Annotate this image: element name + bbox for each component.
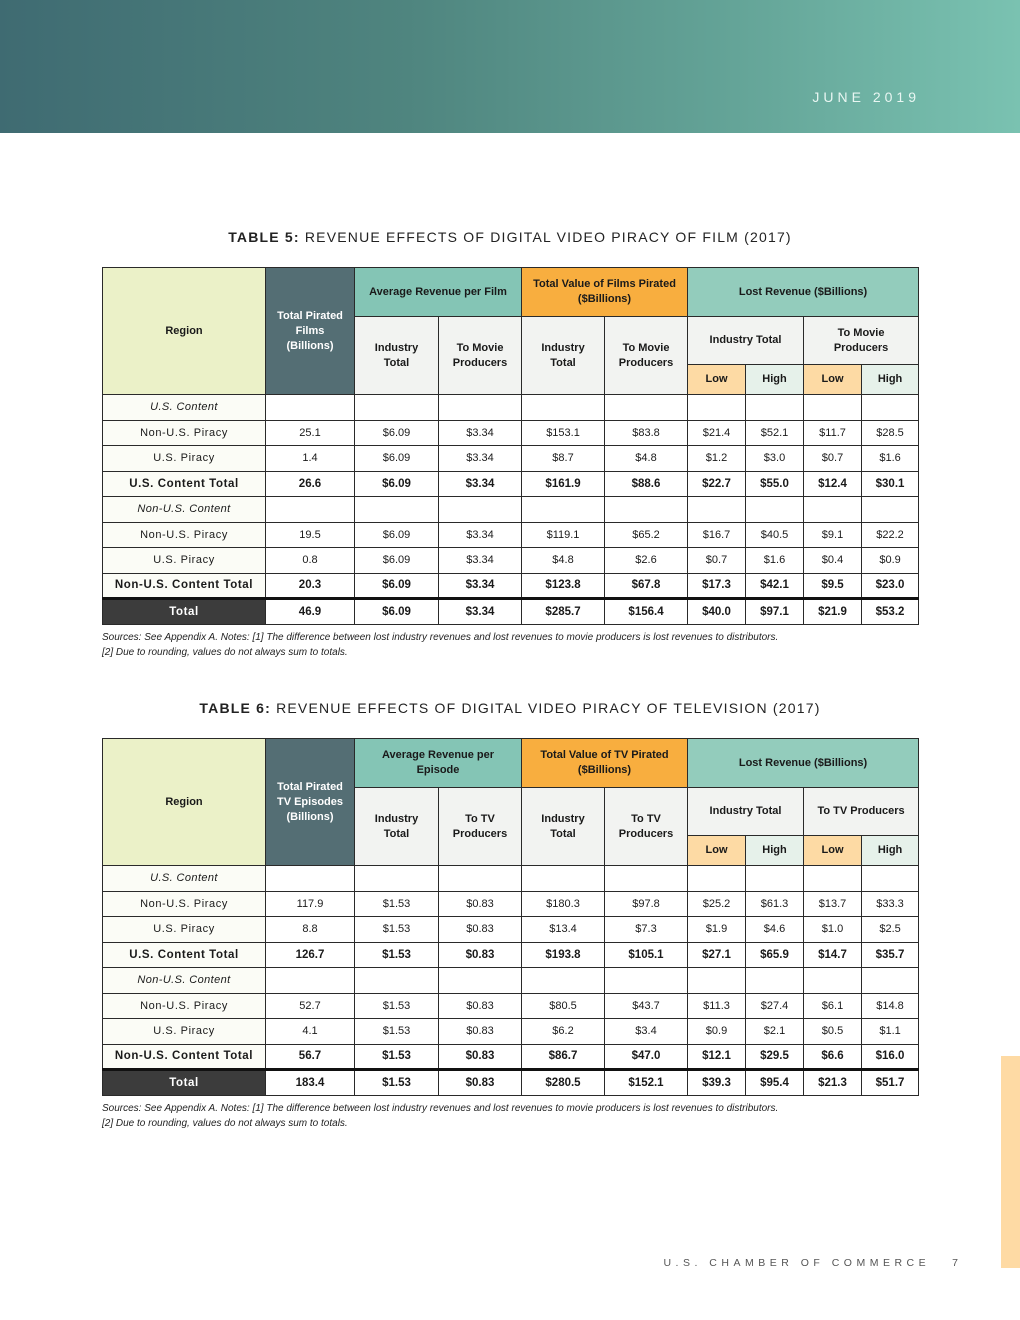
table-cell: $0.4: [804, 548, 862, 574]
table-cell: $6.09: [355, 573, 439, 599]
table-cell: $285.7: [522, 599, 605, 625]
table-cell: [605, 497, 688, 523]
table-cell: $3.34: [439, 446, 522, 472]
table-cell: $21.4: [688, 420, 746, 446]
table-row: [103, 548, 919, 574]
row-label: U.S. Piracy: [103, 446, 266, 472]
side-accent-bar: [1001, 1056, 1020, 1268]
table-cell: $12.4: [804, 471, 862, 497]
header-industry-high: High: [746, 836, 804, 866]
table-cell: $156.4: [605, 599, 688, 625]
header-producers-high: High: [862, 836, 919, 866]
table-cell: $33.3: [862, 891, 919, 917]
table-cell: $39.3: [688, 1070, 746, 1096]
row-label: U.S. Piracy: [103, 917, 266, 943]
table-row: [103, 891, 919, 917]
table5-title-prefix: TABLE 5:: [228, 229, 300, 245]
table-cell: $6.6: [804, 1044, 862, 1070]
table-cell: $42.1: [746, 573, 804, 599]
section-row: [103, 866, 919, 892]
table-cell: $4.8: [522, 548, 605, 574]
table-cell: $1.53: [355, 1019, 439, 1045]
table-cell: $6.2: [522, 1019, 605, 1045]
table-row: [103, 993, 919, 1019]
header-lost-to-producers: To TV Producers: [804, 788, 919, 836]
table-cell: $67.8: [605, 573, 688, 599]
section-label: Non-U.S. Content: [103, 968, 266, 994]
table-cell: $7.3: [605, 917, 688, 943]
header-lost-industry-total: Industry Total: [688, 788, 804, 836]
table-row: [103, 1044, 919, 1070]
table-cell: 26.6: [266, 471, 355, 497]
header-lost-revenue: Lost Revenue ($Billions): [688, 739, 919, 788]
table-cell: 0.8: [266, 548, 355, 574]
table-cell: 183.4: [266, 1070, 355, 1096]
header-average-revenue: Average Revenue per Film: [355, 268, 522, 317]
table-cell: $35.7: [862, 942, 919, 968]
row-label: Non-U.S. Piracy: [103, 420, 266, 446]
table-cell: 46.9: [266, 599, 355, 625]
table-cell: $88.6: [605, 471, 688, 497]
table-cell: $12.1: [688, 1044, 746, 1070]
table-cell: $22.7: [688, 471, 746, 497]
header-lost-revenue: Lost Revenue ($Billions): [688, 268, 919, 317]
table-cell: $6.1: [804, 993, 862, 1019]
table-cell: 117.9: [266, 891, 355, 917]
table-cell: $16.7: [688, 522, 746, 548]
table-cell: $3.34: [439, 599, 522, 625]
table-cell: $0.9: [862, 548, 919, 574]
table-cell: $65.2: [605, 522, 688, 548]
table-cell: $52.1: [746, 420, 804, 446]
table-cell: [355, 497, 439, 523]
table-row: [103, 1019, 919, 1045]
table-cell: $6.09: [355, 471, 439, 497]
table-cell: $3.34: [439, 573, 522, 599]
section-label: Non-U.S. Content: [103, 497, 266, 523]
table-cell: 25.1: [266, 420, 355, 446]
table-cell: $0.5: [804, 1019, 862, 1045]
table-cell: [688, 866, 746, 892]
table-cell: $280.5: [522, 1070, 605, 1096]
table-cell: $3.34: [439, 522, 522, 548]
table-cell: $119.1: [522, 522, 605, 548]
table-cell: [355, 866, 439, 892]
table-cell: $61.3: [746, 891, 804, 917]
table-cell: $3.0: [746, 446, 804, 472]
table-cell: [266, 395, 355, 421]
table-cell: $6.09: [355, 420, 439, 446]
header-total-pirated: Total Pirated Films (Billions): [266, 268, 355, 395]
table-cell: $95.4: [746, 1070, 804, 1096]
table-cell: $16.0: [862, 1044, 919, 1070]
table-cell: [862, 968, 919, 994]
header-avg-industry-total: Industry Total: [355, 788, 439, 866]
table-cell: 20.3: [266, 573, 355, 599]
table-cell: $97.1: [746, 599, 804, 625]
table-cell: [439, 968, 522, 994]
table-cell: $21.3: [804, 1070, 862, 1096]
row-label: Non-U.S. Piracy: [103, 993, 266, 1019]
table-cell: $17.3: [688, 573, 746, 599]
table-cell: $4.6: [746, 917, 804, 943]
table-cell: $47.0: [605, 1044, 688, 1070]
table-cell: $1.0: [804, 917, 862, 943]
table-cell: $6.09: [355, 548, 439, 574]
header-total-value: Total Value of Films Pirated ($Billions): [522, 268, 688, 317]
table5-note-rounding: [2] Due to rounding, values do not always sum to totals.: [102, 647, 348, 658]
table-row: [103, 471, 919, 497]
row-label: Non-U.S. Piracy: [103, 891, 266, 917]
table-cell: $6.09: [355, 446, 439, 472]
table-cell: $9.5: [804, 573, 862, 599]
table-cell: 1.4: [266, 446, 355, 472]
table-cell: [862, 866, 919, 892]
table-cell: $0.83: [439, 993, 522, 1019]
header-total-value: Total Value of TV Pirated ($Billions): [522, 739, 688, 788]
table-cell: [522, 968, 605, 994]
table-cell: $97.8: [605, 891, 688, 917]
header-industry-low: Low: [688, 365, 746, 395]
table6-title-prefix: TABLE 6:: [199, 700, 271, 716]
header-value-industry-total: Industry Total: [522, 788, 605, 866]
row-label: U.S. Content Total: [103, 471, 266, 497]
table-cell: $1.1: [862, 1019, 919, 1045]
row-label: Non-U.S. Content Total: [103, 1044, 266, 1070]
table-cell: 8.8: [266, 917, 355, 943]
table-cell: $30.1: [862, 471, 919, 497]
table-cell: $80.5: [522, 993, 605, 1019]
table-row: [103, 573, 919, 599]
table-cell: $86.7: [522, 1044, 605, 1070]
header-banner: [0, 0, 1020, 133]
table-cell: $161.9: [522, 471, 605, 497]
table-cell: $1.53: [355, 917, 439, 943]
total-row: [103, 599, 919, 625]
table5-note-sources: Sources: See Appendix A. Notes: [1] The difference between lost industry revenues and lost revenues to movie producers is lost revenues to distributors.: [102, 632, 779, 643]
table-cell: [862, 497, 919, 523]
section-row: [103, 395, 919, 421]
row-label: Total: [103, 599, 266, 625]
table6-note-rounding: [2] Due to rounding, values do not always sum to totals.: [102, 1118, 348, 1129]
table6-title: [102, 700, 918, 716]
table5: [102, 267, 919, 625]
table5-title: [102, 229, 918, 245]
table6: [102, 738, 919, 1096]
table-cell: [355, 395, 439, 421]
table-cell: [605, 395, 688, 421]
header-avg-to-producers: To Movie Producers: [439, 317, 522, 395]
table-cell: $11.3: [688, 993, 746, 1019]
table-cell: $27.4: [746, 993, 804, 1019]
section-row: [103, 497, 919, 523]
table-cell: $3.34: [439, 420, 522, 446]
table-cell: $0.83: [439, 917, 522, 943]
report-date: JUNE 2019: [812, 89, 920, 105]
header-industry-low: Low: [688, 836, 746, 866]
table-row: [103, 420, 919, 446]
table-cell: [688, 968, 746, 994]
table-cell: $29.5: [746, 1044, 804, 1070]
table-cell: $40.5: [746, 522, 804, 548]
section-label: U.S. Content: [103, 866, 266, 892]
table-cell: $153.1: [522, 420, 605, 446]
table-cell: $3.4: [605, 1019, 688, 1045]
table-cell: 126.7: [266, 942, 355, 968]
page-number: 7: [952, 1257, 958, 1269]
table-cell: $40.0: [688, 599, 746, 625]
table-cell: 52.7: [266, 993, 355, 1019]
table-cell: $105.1: [605, 942, 688, 968]
table-cell: [804, 497, 862, 523]
table-cell: [355, 968, 439, 994]
header-avg-to-producers: To TV Producers: [439, 788, 522, 866]
table-cell: $25.2: [688, 891, 746, 917]
header-region: Region: [103, 739, 266, 866]
table-cell: 4.1: [266, 1019, 355, 1045]
table-cell: $152.1: [605, 1070, 688, 1096]
table-cell: [605, 866, 688, 892]
table-cell: $13.7: [804, 891, 862, 917]
table-cell: $1.6: [862, 446, 919, 472]
table-cell: [605, 968, 688, 994]
table-cell: $1.53: [355, 1044, 439, 1070]
table6-notes: [102, 1101, 922, 1131]
table-cell: [522, 866, 605, 892]
table-cell: [804, 866, 862, 892]
table-cell: [439, 497, 522, 523]
table-row: [103, 446, 919, 472]
table-cell: $1.53: [355, 993, 439, 1019]
table-cell: 56.7: [266, 1044, 355, 1070]
table-cell: $28.5: [862, 420, 919, 446]
table-cell: [746, 395, 804, 421]
table-cell: $1.53: [355, 942, 439, 968]
table-cell: [688, 395, 746, 421]
table-cell: $1.9: [688, 917, 746, 943]
table-cell: $0.83: [439, 1070, 522, 1096]
table-cell: $23.0: [862, 573, 919, 599]
header-industry-high: High: [746, 365, 804, 395]
table-cell: [746, 968, 804, 994]
header-total-pirated: Total Pirated TV Episodes (Billions): [266, 739, 355, 866]
table-cell: $0.7: [804, 446, 862, 472]
table-cell: [688, 497, 746, 523]
table-cell: $180.3: [522, 891, 605, 917]
row-label: Non-U.S. Piracy: [103, 522, 266, 548]
table-cell: [862, 395, 919, 421]
table-cell: 19.5: [266, 522, 355, 548]
table-cell: $0.83: [439, 1019, 522, 1045]
header-value-to-producers: To Movie Producers: [605, 317, 688, 395]
row-label: Non-U.S. Content Total: [103, 573, 266, 599]
header-region: Region: [103, 268, 266, 395]
table-cell: $0.9: [688, 1019, 746, 1045]
table-cell: $4.8: [605, 446, 688, 472]
header-producers-low: Low: [804, 365, 862, 395]
table-cell: $51.7: [862, 1070, 919, 1096]
table-cell: $1.53: [355, 1070, 439, 1096]
table-cell: $6.09: [355, 522, 439, 548]
table-cell: [266, 866, 355, 892]
header-value-industry-total: Industry Total: [522, 317, 605, 395]
header-lost-industry-total: Industry Total: [688, 317, 804, 365]
table-cell: [439, 866, 522, 892]
table-cell: $65.9: [746, 942, 804, 968]
header-value-to-producers: To TV Producers: [605, 788, 688, 866]
header-lost-to-producers: To Movie Producers: [804, 317, 919, 365]
header-avg-industry-total: Industry Total: [355, 317, 439, 395]
header-producers-high: High: [862, 365, 919, 395]
row-label: U.S. Content Total: [103, 942, 266, 968]
table-cell: $1.53: [355, 891, 439, 917]
footer-org: U.S. CHAMBER OF COMMERCE: [663, 1257, 931, 1269]
table-cell: $21.9: [804, 599, 862, 625]
table-cell: $2.5: [862, 917, 919, 943]
table-cell: $123.8: [522, 573, 605, 599]
table-cell: [804, 968, 862, 994]
row-label: Total: [103, 1070, 266, 1096]
table-cell: [804, 395, 862, 421]
table-cell: [439, 395, 522, 421]
row-label: U.S. Piracy: [103, 1019, 266, 1045]
table-cell: [266, 968, 355, 994]
table-row: [103, 942, 919, 968]
table-cell: $22.2: [862, 522, 919, 548]
table-cell: $2.1: [746, 1019, 804, 1045]
table-cell: $14.8: [862, 993, 919, 1019]
table-cell: $9.1: [804, 522, 862, 548]
table6-note-sources: Sources: See Appendix A. Notes: [1] The difference between lost industry revenues and lost revenues to movie producers is lost revenues to distributors.: [102, 1103, 779, 1114]
table-cell: $27.1: [688, 942, 746, 968]
table-cell: $0.83: [439, 1044, 522, 1070]
table-cell: $1.2: [688, 446, 746, 472]
table-cell: $6.09: [355, 599, 439, 625]
table-cell: [522, 395, 605, 421]
table5-notes: [102, 630, 922, 660]
table-cell: $3.34: [439, 548, 522, 574]
table-cell: $43.7: [605, 993, 688, 1019]
table-cell: $53.2: [862, 599, 919, 625]
table-cell: $2.6: [605, 548, 688, 574]
table-cell: $83.8: [605, 420, 688, 446]
table-cell: [266, 497, 355, 523]
page-footer: [663, 1257, 958, 1269]
total-row: [103, 1070, 919, 1096]
table-cell: $13.4: [522, 917, 605, 943]
table-cell: [522, 497, 605, 523]
table-cell: [746, 497, 804, 523]
table-cell: $8.7: [522, 446, 605, 472]
table-cell: [746, 866, 804, 892]
table-cell: $14.7: [804, 942, 862, 968]
table-cell: $193.8: [522, 942, 605, 968]
table6-title-text: REVENUE EFFECTS OF DIGITAL VIDEO PIRACY OF TELEVISION (2017): [276, 700, 821, 716]
table5-title-text: REVENUE EFFECTS OF DIGITAL VIDEO PIRACY OF FILM (2017): [304, 229, 792, 245]
table-cell: $11.7: [804, 420, 862, 446]
table-cell: $0.83: [439, 942, 522, 968]
table-row: [103, 917, 919, 943]
header-producers-low: Low: [804, 836, 862, 866]
table-cell: $1.6: [746, 548, 804, 574]
table-cell: $55.0: [746, 471, 804, 497]
section-row: [103, 968, 919, 994]
section-label: U.S. Content: [103, 395, 266, 421]
header-average-revenue: Average Revenue per Episode: [355, 739, 522, 788]
table-cell: $3.34: [439, 471, 522, 497]
table-row: [103, 522, 919, 548]
table-cell: $0.83: [439, 891, 522, 917]
table-cell: $0.7: [688, 548, 746, 574]
row-label: U.S. Piracy: [103, 548, 266, 574]
